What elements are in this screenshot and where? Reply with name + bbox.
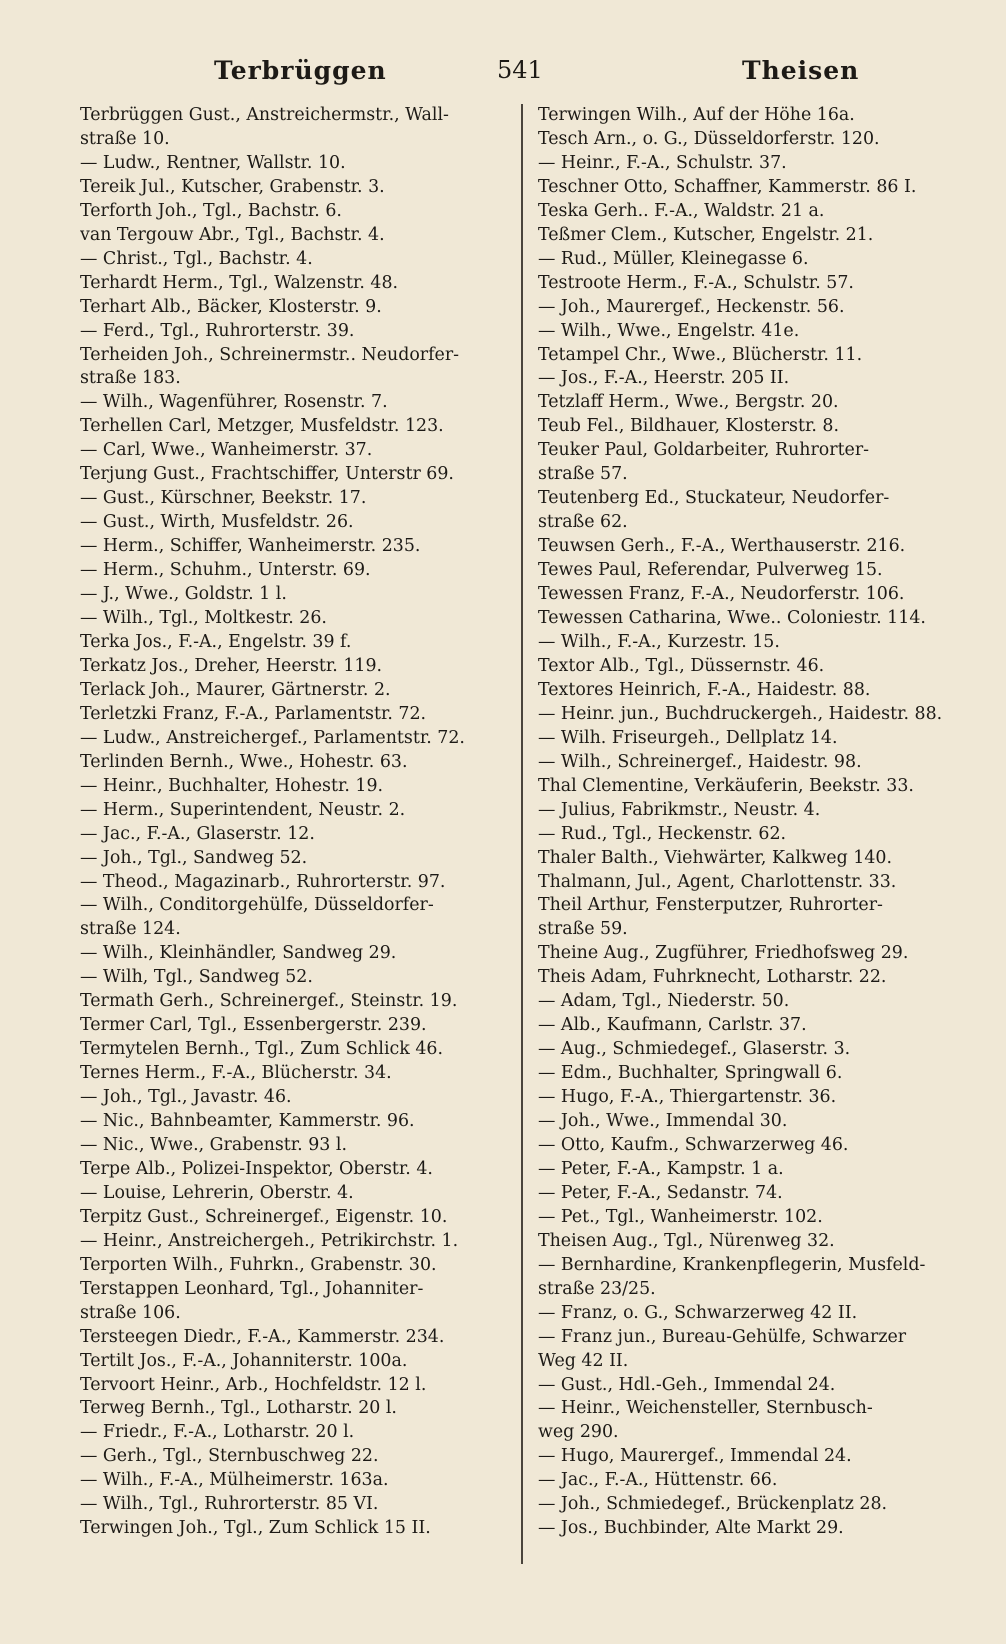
directory-entry: — Bernhardine, Krankenpflegerin, Musfeld-: [538, 1254, 926, 1275]
directory-entry: — Herm., Superintendent, Neustr. 2.: [80, 799, 406, 820]
directory-entry: straße 106.: [80, 1302, 181, 1323]
directory-entry: — Rud., Müller, Kleinegasse 6.: [538, 248, 809, 269]
directory-entry: — Theod., Magazinarb., Ruhrorterstr. 97.: [80, 871, 446, 892]
directory-entry: — Herm., Schuhm., Unterstr. 69.: [80, 560, 371, 581]
directory-entry: Tertilt Jos., F.-A., Johanniterstr. 100a.: [80, 1350, 408, 1371]
directory-entry: — Gust., Wirth, Musfeldstr. 26.: [80, 512, 354, 533]
directory-entry: — Gerh., Tgl., Sternbuschweg 22.: [80, 1446, 379, 1467]
directory-entry: — Edm., Buchhalter, Springwall 6.: [538, 1063, 843, 1084]
directory-entry: — Wilh., Wagenführer, Rosenstr. 7.: [80, 392, 388, 413]
directory-entry: — Hugo, Maurergef., Immendal 24.: [538, 1446, 852, 1467]
directory-entry: — Gust., Hdl.-Geh., Immendal 24.: [538, 1374, 836, 1395]
directory-entry: — Alb., Kaufmann, Carlstr. 37.: [538, 1015, 807, 1036]
directory-entry: Termer Carl, Tgl., Essenbergerstr. 239.: [80, 1015, 427, 1036]
directory-entry: — Wilh., F.-A., Kurzestr. 15.: [538, 631, 780, 652]
directory-entry: Terwingen Joh., Tgl., Zum Schlick 15 II.: [80, 1518, 431, 1539]
directory-entry: Textor Alb., Tgl., Düssernstr. 46.: [538, 655, 825, 676]
directory-entry: Teuwsen Gerh., F.-A., Werthauserstr. 216.: [538, 536, 906, 557]
directory-entry: — Wilh., F.-A., Mülheimerstr. 163a.: [80, 1470, 389, 1491]
directory-entry: Teßmer Clem., Kutscher, Engelstr. 21.: [538, 224, 874, 245]
directory-entry: Terpitz Gust., Schreinergef., Eigenstr. 10.: [80, 1206, 448, 1227]
directory-entry: Terkatz Jos., Dreher, Heerstr. 119.: [80, 655, 383, 676]
directory-entry: — Ludw., Anstreichergef., Parlamentstr. 72.: [80, 727, 465, 748]
directory-entry: Thal Clementine, Verkäuferin, Beekstr. 33.: [538, 775, 914, 796]
directory-entry: — Joh., Schmiedegef., Brückenplatz 28.: [538, 1494, 888, 1515]
directory-entry: Terhart Alb., Bäcker, Klosterstr. 9.: [80, 296, 382, 317]
directory-entry: straße 57.: [538, 464, 628, 485]
directory-entry: Tervoort Heinr., Arb., Hochfeldstr. 12 l.: [80, 1374, 427, 1395]
directory-entry: Weg 42 II.: [538, 1350, 629, 1371]
directory-entry: Teutenberg Ed., Stuckateur, Neudorfer-: [538, 488, 890, 509]
directory-entry: Terpe Alb., Polizei-Inspektor, Oberstr. 4.: [80, 1158, 433, 1179]
directory-entry: Theine Aug., Zugführer, Friedhofsweg 29.: [538, 943, 909, 964]
directory-entry: Teschner Otto, Schaffner, Kammerstr. 86 I.: [538, 176, 917, 197]
directory-entry: — J., Wwe., Goldstr. 1 l.: [80, 584, 287, 605]
directory-entry: Terforth Joh., Tgl., Bachstr. 6.: [80, 200, 342, 221]
directory-entry: — Rud., Tgl., Heckenstr. 62.: [538, 823, 787, 844]
directory-entry: Terstappen Leonhard, Tgl., Johanniter-: [80, 1278, 424, 1299]
directory-entry: — Louise, Lehrerin, Oberstr. 4.: [80, 1182, 354, 1203]
directory-entry: van Tergouw Abr., Tgl., Bachstr. 4.: [80, 224, 385, 245]
directory-entry: — Julius, Fabrikmstr., Neustr. 4.: [538, 799, 821, 820]
directory-entry: Tereik Jul., Kutscher, Grabenstr. 3.: [80, 176, 385, 197]
directory-entry: Teuker Paul, Goldarbeiter, Ruhrorter-: [538, 440, 870, 461]
page-number: 541: [497, 56, 543, 84]
directory-entry: Tewes Paul, Referendar, Pulverweg 15.: [538, 560, 883, 581]
directory-entry: Terheiden Joh., Schreinermstr.. Neudorfer-: [80, 344, 460, 365]
directory-entry: — Herm., Schiffer, Wanheimerstr. 235.: [80, 536, 421, 557]
directory-entry: — Heinr. jun., Buchdruckergeh., Haidestr. 88.: [538, 703, 943, 724]
directory-entry: Terporten Wilh., Fuhrkn., Grabenstr. 30.: [80, 1254, 437, 1275]
directory-entry: Terwingen Wilh., Auf der Höhe 16a.: [538, 105, 855, 125]
directory-entry: Terletzki Franz, F.-A., Parlamentstr. 72.: [80, 703, 427, 724]
directory-entry: — Wilh., Conditorgehülfe, Düsseldorfer-: [80, 895, 434, 916]
directory-entry: Terjung Gust., Frachtschiffer, Unterstr 69.: [80, 464, 454, 485]
directory-entry: Tetzlaff Herm., Wwe., Bergstr. 20.: [538, 392, 839, 413]
directory-entry: Termytelen Bernh., Tgl., Zum Schlick 46.: [80, 1039, 444, 1060]
directory-entry: — Franz jun., Bureau-Gehülfe, Schwarzer: [538, 1326, 907, 1347]
directory-entry: — Wilh., Tgl., Moltkestr. 26.: [80, 608, 327, 629]
directory-entry: — Joh., Maurergef., Heckenstr. 56.: [538, 296, 845, 317]
right-column: [538, 104, 978, 1541]
directory-entry: Textores Heinrich, F.-A., Haidestr. 88.: [538, 679, 871, 700]
directory-entry: — Jos., F.-A., Heerstr. 205 II.: [538, 368, 790, 389]
directory-entry: Terbrüggen Gust., Anstreichermstr., Wall-: [80, 105, 449, 125]
directory-entry: Thaler Balth., Viehwärter, Kalkweg 140.: [538, 847, 892, 868]
directory-entry: — Adam, Tgl., Niederstr. 50.: [538, 991, 790, 1012]
directory-entry: straße 62.: [538, 512, 628, 533]
directory-entry: Terlack Joh., Maurer, Gärtnerstr. 2.: [80, 679, 391, 700]
directory-entry: — Pet., Tgl., Wanheimerstr. 102.: [538, 1206, 823, 1227]
directory-entry: — Heinr., Anstreichergeh., Petrikirchstr. 1.: [80, 1230, 459, 1251]
directory-entry: Terhellen Carl, Metzger, Musfeldstr. 123.: [80, 416, 444, 437]
directory-entry: Testroote Herm., F.-A., Schulstr. 57.: [538, 272, 854, 293]
directory-entry: — Carl, Wwe., Wanheimerstr. 37.: [80, 440, 373, 461]
page-header: [0, 50, 1006, 90]
directory-entry: Teska Gerh.. F.-A., Waldstr. 21 a.: [538, 200, 825, 221]
directory-entry: — Joh., Wwe., Immendal 30.: [538, 1111, 788, 1132]
directory-entry: — Wilh., Kleinhändler, Sandweg 29.: [80, 943, 397, 964]
directory-entry: — Jac., F.-A., Glaserstr. 12.: [80, 823, 315, 844]
directory-entry: — Wilh., Tgl., Ruhrorterstr. 85 VI.: [80, 1494, 379, 1515]
directory-entry: Thalmann, Jul., Agent, Charlottenstr. 33.: [538, 871, 897, 892]
directory-entry: straße 59.: [538, 919, 628, 940]
directory-entry: — Franz, o. G., Schwarzerweg 42 II.: [538, 1302, 858, 1323]
directory-entry: — Heinr., Weichensteller, Sternbusch-: [538, 1398, 873, 1419]
directory-entry: — Wilh., Wwe., Engelstr. 41e.: [538, 320, 800, 341]
directory-entry: — Ferd., Tgl., Ruhrorterstr. 39.: [80, 320, 355, 341]
directory-entry: Tewessen Catharina, Wwe.. Coloniestr. 114.: [538, 608, 926, 629]
directory-entry: — Gust., Kürschner, Beekstr. 17.: [80, 488, 367, 509]
directory-entry: Theis Adam, Fuhrknecht, Lotharstr. 22.: [538, 967, 887, 988]
directory-entry: straße 10.: [80, 128, 170, 149]
directory-entry: — Nic., Bahnbeamter, Kammerstr. 96.: [80, 1111, 415, 1132]
directory-entry: Tewessen Franz, F.-A., Neudorferstr. 106.: [538, 584, 905, 605]
directory-entry: weg 290.: [538, 1422, 619, 1443]
directory-entry: Tetampel Chr., Wwe., Blücherstr. 11.: [538, 344, 863, 365]
directory-entry: Terhardt Herm., Tgl., Walzenstr. 48.: [80, 272, 399, 293]
directory-entry: Ternes Herm., F.-A., Blücherstr. 34.: [80, 1063, 392, 1084]
directory-entry: — Heinr., F.-A., Schulstr. 37.: [538, 152, 787, 173]
directory-entry: — Wilh. Friseurgeh., Dellplatz 14.: [538, 727, 838, 748]
directory-entry: straße 124.: [80, 919, 181, 940]
directory-entry: — Jos., Buchbinder, Alte Markt 29.: [538, 1518, 844, 1539]
directory-entry: Theil Arthur, Fensterputzer, Ruhrorter-: [538, 895, 883, 916]
directory-entry: Terweg Bernh., Tgl., Lotharstr. 20 l.: [80, 1398, 397, 1419]
directory-entry: Theisen Aug., Tgl., Nürenweg 32.: [538, 1230, 835, 1251]
directory-entry: — Peter, F.-A., Sedanstr. 74.: [538, 1182, 783, 1203]
directory-entry: — Wilh, Tgl., Sandweg 52.: [80, 967, 313, 988]
directory-entry: — Joh., Tgl., Javastr. 46.: [80, 1087, 292, 1108]
directory-entry: Termath Gerh., Schreinergef., Steinstr. 19.: [80, 991, 458, 1012]
directory-entry: — Hugo, F.-A., Thiergartenstr. 36.: [538, 1087, 837, 1108]
directory-entry: Teub Fel., Bildhauer, Klosterstr. 8.: [538, 416, 840, 437]
left-column: [80, 104, 514, 1541]
directory-entry: — Ludw., Rentner, Wallstr. 10.: [80, 152, 346, 173]
directory-entry: — Jac., F.-A., Hüttenstr. 66.: [538, 1470, 778, 1491]
directory-entry: Tesch Arn., o. G., Düsseldorferstr. 120.: [538, 128, 880, 149]
directory-entry: straße 23/25.: [538, 1278, 656, 1299]
running-head-left: Terbrüggen: [214, 56, 387, 85]
directory-entry: Terlinden Bernh., Wwe., Hohestr. 63.: [80, 751, 408, 772]
directory-entry: — Peter, F.-A., Kampstr. 1 a.: [538, 1158, 784, 1179]
directory-entry: — Nic., Wwe., Grabenstr. 93 l.: [80, 1134, 347, 1155]
directory-entry: — Friedr., F.-A., Lotharstr. 20 l.: [80, 1422, 355, 1443]
directory-entry: Terka Jos., F.-A., Engelstr. 39 f.: [80, 631, 352, 652]
directory-entry: — Aug., Schmiedegef., Glaserstr. 3.: [538, 1039, 851, 1060]
running-head-right: Theisen: [742, 56, 860, 85]
directory-entry: — Wilh., Schreinergef., Haidestr. 98.: [538, 751, 862, 772]
directory-entry: — Heinr., Buchhalter, Hohestr. 19.: [80, 775, 384, 796]
directory-entry: — Christ., Tgl., Bachstr. 4.: [80, 248, 313, 269]
directory-entry: — Otto, Kaufm., Schwarzerweg 46.: [538, 1134, 849, 1155]
column-divider: [521, 104, 523, 1564]
directory-entry: straße 183.: [80, 368, 181, 389]
directory-entry: Tersteegen Diedr., F.-A., Kammerstr. 234.: [80, 1326, 445, 1347]
directory-entry: — Joh., Tgl., Sandweg 52.: [80, 847, 308, 868]
